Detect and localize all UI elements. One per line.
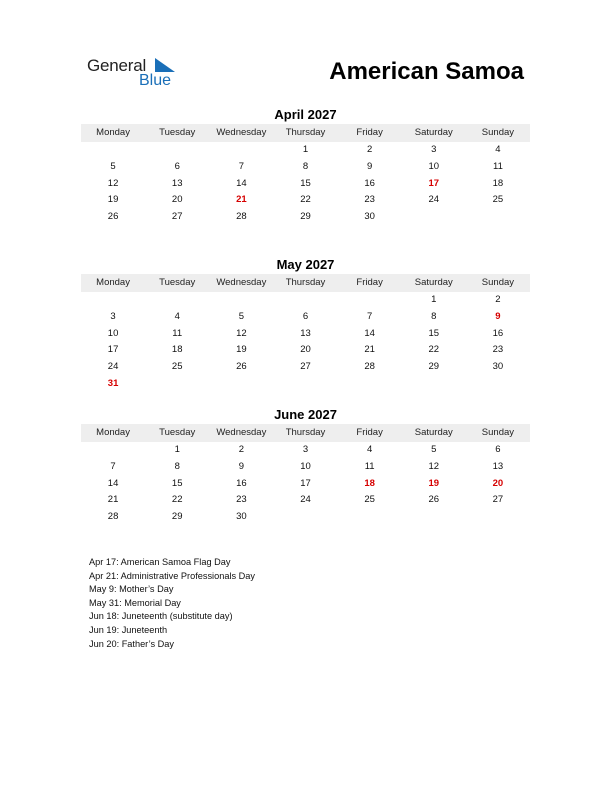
- empty-cell: [209, 292, 273, 309]
- day-cell: 19: [107, 194, 119, 206]
- day-cell: 23: [364, 194, 375, 206]
- day-cell: 20: [300, 344, 311, 356]
- day-cell: 1: [302, 144, 309, 155]
- weekday-label: Wednesday: [216, 427, 267, 438]
- country-title: American Samoa: [329, 58, 524, 85]
- day-cell: 4: [174, 310, 180, 322]
- day-cell: 13: [492, 460, 504, 472]
- day-cell: 29: [171, 511, 183, 523]
- empty-cell: [338, 376, 402, 393]
- day-cell: 1: [174, 444, 180, 455]
- day-cell: 18: [364, 477, 375, 489]
- month-may: [81, 256, 530, 393]
- weekday-label: Thursday: [285, 127, 326, 138]
- logo: [87, 56, 187, 96]
- day-cell: 28: [364, 361, 375, 373]
- day-cell: 8: [174, 460, 180, 472]
- holiday-note: Jun 20: Father’s Day: [89, 638, 174, 649]
- day-cell: 5: [431, 444, 437, 455]
- day-cell: 4: [366, 444, 373, 455]
- day-cell: 14: [107, 477, 119, 489]
- day-cell: 22: [171, 494, 183, 506]
- day-cell: 15: [171, 477, 183, 489]
- logo-triangle-icon: [155, 58, 175, 72]
- day-cell: 29: [428, 361, 440, 373]
- empty-cell: [145, 376, 209, 393]
- day-cell: 30: [492, 361, 504, 373]
- day-cell: 27: [492, 494, 504, 506]
- day-cell: 11: [364, 460, 375, 472]
- day-cell: 7: [366, 310, 373, 322]
- weekday-label: Friday: [356, 277, 383, 288]
- empty-cell: [338, 509, 402, 526]
- day-cell: 22: [428, 344, 440, 356]
- weekday-label: Sunday: [481, 127, 515, 138]
- day-cell: 11: [172, 327, 183, 339]
- weekday-label: Friday: [356, 127, 383, 138]
- day-cell: 1: [431, 294, 437, 305]
- day-cell: 8: [431, 310, 437, 322]
- day-cell: 19: [428, 477, 440, 489]
- day-cell: 24: [300, 494, 311, 506]
- day-cell: 27: [171, 211, 183, 223]
- day-cell: 10: [300, 460, 311, 472]
- logo-text-general: General: [87, 56, 147, 75]
- empty-cell: [209, 142, 273, 159]
- weekday-label: Thursday: [285, 277, 326, 288]
- month-title: April 2027: [274, 107, 337, 122]
- day-cell: 7: [238, 160, 244, 172]
- day-cell: 24: [107, 361, 119, 373]
- day-grid: [81, 442, 530, 526]
- day-cell: 8: [302, 160, 309, 172]
- day-cell: 2: [495, 294, 501, 305]
- month-title: May 2027: [276, 257, 335, 272]
- empty-cell: [466, 509, 530, 526]
- month-june: [81, 406, 530, 526]
- empty-cell: [81, 142, 145, 159]
- weekday-label: Sunday: [481, 277, 515, 288]
- weekday-label: Tuesday: [159, 427, 196, 438]
- day-cell: 25: [171, 361, 183, 373]
- day-cell: 11: [492, 160, 503, 172]
- day-cell: 17: [300, 477, 311, 489]
- weekday-label: Tuesday: [159, 127, 196, 138]
- holiday-notes: [89, 556, 255, 651]
- day-cell: 21: [107, 494, 119, 506]
- empty-cell: [273, 376, 337, 393]
- empty-cell: [273, 292, 337, 309]
- empty-cell: [209, 376, 273, 393]
- day-cell: 12: [236, 327, 247, 339]
- empty-cell: [273, 509, 337, 526]
- holiday-note: May 9: Mother’s Day: [89, 584, 174, 595]
- day-cell: 22: [300, 194, 311, 206]
- day-cell: 3: [431, 144, 437, 155]
- empty-cell: [402, 376, 466, 393]
- weekday-header: [81, 124, 530, 142]
- empty-cell: [402, 509, 466, 526]
- day-cell: 23: [492, 344, 504, 356]
- empty-cell: [402, 209, 466, 226]
- day-cell: 27: [300, 361, 311, 373]
- day-cell: 12: [107, 177, 119, 189]
- day-cell: 9: [495, 310, 501, 322]
- day-cell: 28: [236, 211, 247, 223]
- day-cell: 17: [428, 177, 440, 189]
- holiday-note: May 31: Memorial Day: [89, 597, 181, 608]
- weekday-header: [81, 274, 530, 292]
- day-cell: 10: [107, 327, 119, 339]
- empty-cell: [145, 292, 209, 309]
- day-cell: 5: [238, 310, 244, 322]
- day-cell: 28: [107, 511, 119, 523]
- day-cell: 10: [428, 160, 440, 172]
- day-cell: 16: [236, 477, 247, 489]
- day-cell: 9: [238, 460, 244, 472]
- weekday-label: Saturday: [414, 277, 453, 288]
- weekday-label: Monday: [96, 127, 130, 138]
- day-cell: 30: [364, 211, 375, 223]
- day-cell: 9: [366, 160, 373, 172]
- empty-cell: [81, 292, 145, 309]
- holiday-note: Jun 19: Juneteenth: [89, 624, 168, 635]
- day-cell: 20: [492, 477, 504, 489]
- day-cell: 5: [110, 160, 116, 172]
- day-cell: 20: [171, 194, 183, 206]
- empty-cell: [81, 442, 145, 459]
- holiday-note: Jun 18: Juneteenth (substitute day): [89, 611, 233, 622]
- empty-cell: [466, 209, 530, 226]
- day-cell: 4: [495, 144, 501, 155]
- day-cell: 24: [428, 194, 440, 206]
- weekday-label: Friday: [356, 427, 383, 438]
- weekday-label: Wednesday: [216, 277, 267, 288]
- weekday-label: Tuesday: [159, 277, 196, 288]
- weekday-header: [81, 424, 530, 442]
- day-cell: 3: [302, 444, 309, 455]
- weekday-label: Monday: [96, 427, 130, 438]
- day-cell: 2: [366, 144, 373, 155]
- day-cell: 2: [238, 444, 244, 455]
- holiday-note: Apr 17: American Samoa Flag Day: [89, 557, 231, 567]
- day-grid: [81, 142, 530, 226]
- day-cell: 17: [107, 344, 119, 356]
- day-cell: 21: [364, 344, 375, 356]
- day-cell: 26: [107, 211, 119, 223]
- day-cell: 13: [300, 327, 311, 339]
- day-cell: 13: [171, 177, 183, 189]
- weekday-label: Monday: [96, 277, 130, 288]
- day-cell: 14: [364, 327, 375, 339]
- weekday-label: Thursday: [285, 427, 326, 438]
- day-cell: 6: [302, 310, 309, 322]
- month-april: [81, 106, 530, 226]
- weekday-label: Wednesday: [216, 127, 267, 138]
- weekday-label: Sunday: [481, 427, 515, 438]
- weekday-label: Saturday: [414, 427, 453, 438]
- day-cell: 26: [236, 361, 247, 373]
- day-cell: 15: [300, 177, 311, 189]
- day-cell: 14: [236, 177, 247, 189]
- day-cell: 30: [236, 511, 247, 523]
- day-cell: 6: [495, 444, 501, 455]
- day-grid: [81, 292, 530, 393]
- day-cell: 26: [428, 494, 440, 506]
- holiday-note: Apr 21: Administrative Professionals Day: [89, 570, 255, 581]
- day-cell: 18: [492, 177, 504, 189]
- day-cell: 21: [236, 194, 247, 206]
- day-cell: 3: [110, 310, 116, 322]
- month-title: June 2027: [274, 407, 337, 422]
- empty-cell: [145, 142, 209, 159]
- day-cell: 25: [364, 494, 375, 506]
- logo-text-blue: Blue: [139, 72, 172, 89]
- day-cell: 19: [236, 344, 247, 356]
- day-cell: 6: [174, 160, 180, 172]
- day-cell: 25: [492, 194, 504, 206]
- day-cell: 7: [110, 460, 116, 472]
- day-cell: 16: [364, 177, 375, 189]
- day-cell: 16: [492, 327, 504, 339]
- day-cell: 15: [428, 327, 440, 339]
- day-cell: 18: [171, 344, 183, 356]
- day-cell: 23: [236, 494, 247, 506]
- empty-cell: [338, 292, 402, 309]
- day-cell: 29: [300, 211, 311, 223]
- day-cell: 31: [107, 377, 119, 389]
- empty-cell: [466, 376, 530, 393]
- weekday-label: Saturday: [414, 127, 453, 138]
- day-cell: 12: [428, 460, 440, 472]
